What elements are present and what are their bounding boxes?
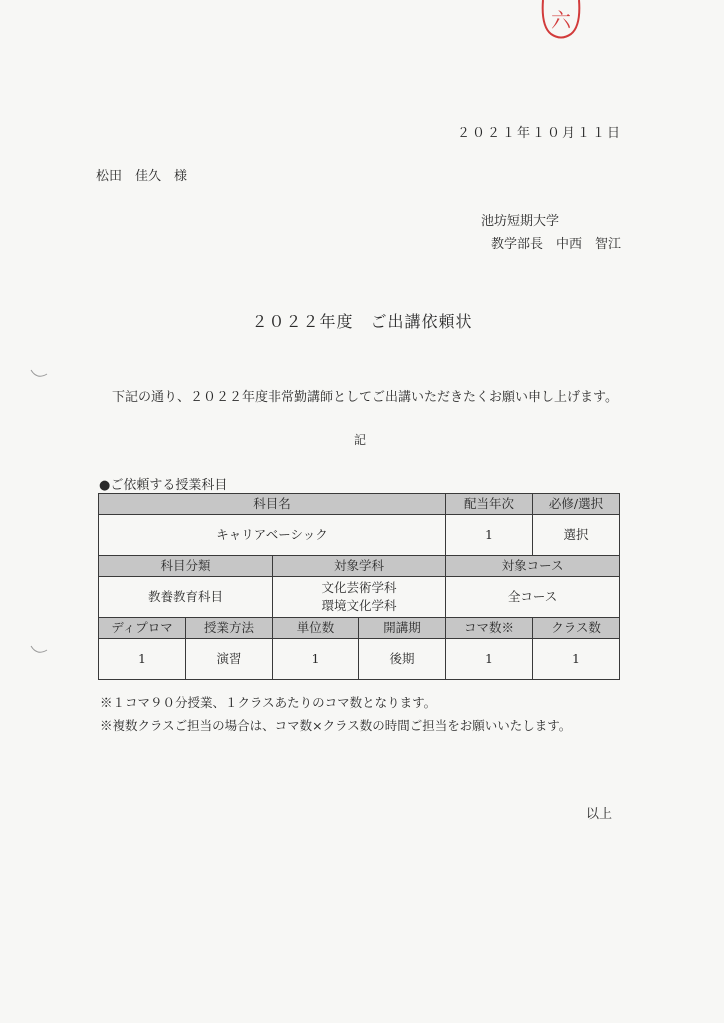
header-course: 対象コース <box>446 556 620 577</box>
punch-hole-mark <box>30 645 48 655</box>
note-2: ※複数クラスご担当の場合は、コマ数×クラス数の時間ご担当をお願いいたします。 <box>100 718 572 733</box>
department-1: 文化芸術学科 <box>321 580 397 595</box>
table-row <box>99 639 620 680</box>
issue-date: ２０２１年１０月１１日 <box>456 126 622 141</box>
header-required: 必修/選択 <box>533 494 620 515</box>
note-1: ※１コマ９０分授業、１クラスあたりのコマ数となります。 <box>100 695 437 710</box>
table-header-row <box>99 556 620 577</box>
header-diploma: ディプロマ <box>99 618 186 639</box>
header-category: 科目分類 <box>99 556 273 577</box>
cell-required: 選択 <box>533 515 620 556</box>
cell-course: 全コース <box>446 577 620 618</box>
cell-classes: 1 <box>533 639 620 680</box>
department-2: 環境文化学科 <box>321 598 397 613</box>
table-row <box>99 577 620 618</box>
cell-periods: 1 <box>446 639 533 680</box>
cell-subject-name: キャリアベーシック <box>99 515 446 556</box>
cell-year: 1 <box>446 515 533 556</box>
table-header-row <box>99 494 620 515</box>
notes <box>100 691 571 737</box>
sender-person: 教学部長 中西 智江 <box>491 237 622 252</box>
ki-marker: 記 <box>354 433 367 447</box>
header-credits: 単位数 <box>273 618 359 639</box>
intro-text: 下記の通り、２０２２年度非常勤講師としてご出講いただきたくお願い申し上げます。 <box>112 390 618 405</box>
seal-stamp <box>539 0 583 40</box>
cell-credits: 1 <box>273 639 359 680</box>
cell-department <box>273 577 446 618</box>
table-row <box>99 515 620 556</box>
recipient-name: 松田 佳久 様 <box>96 169 188 184</box>
header-classes: クラス数 <box>533 618 620 639</box>
document-title: ２０２２年度 ご出講依頼状 <box>251 312 473 331</box>
cell-diploma: 1 <box>99 639 186 680</box>
cell-method: 演習 <box>186 639 273 680</box>
table-header-row <box>99 618 620 639</box>
header-department: 対象学科 <box>273 556 446 577</box>
cell-term: 後期 <box>359 639 446 680</box>
punch-hole-mark <box>30 369 48 379</box>
header-subject-name: 科目名 <box>99 494 446 515</box>
closing-ijou: 以上 <box>586 807 613 822</box>
header-periods: コマ数※ <box>446 618 533 639</box>
header-method: 授業方法 <box>186 618 273 639</box>
section-heading: ●ご依頼する授業科目 <box>99 478 228 493</box>
sender-organization: 池坊短期大学 <box>481 214 560 229</box>
seal-glyph: 六 <box>551 8 571 32</box>
header-term: 開講期 <box>359 618 446 639</box>
cell-category: 教養教育科目 <box>99 577 273 618</box>
course-table <box>98 493 620 680</box>
header-year: 配当年次 <box>446 494 533 515</box>
